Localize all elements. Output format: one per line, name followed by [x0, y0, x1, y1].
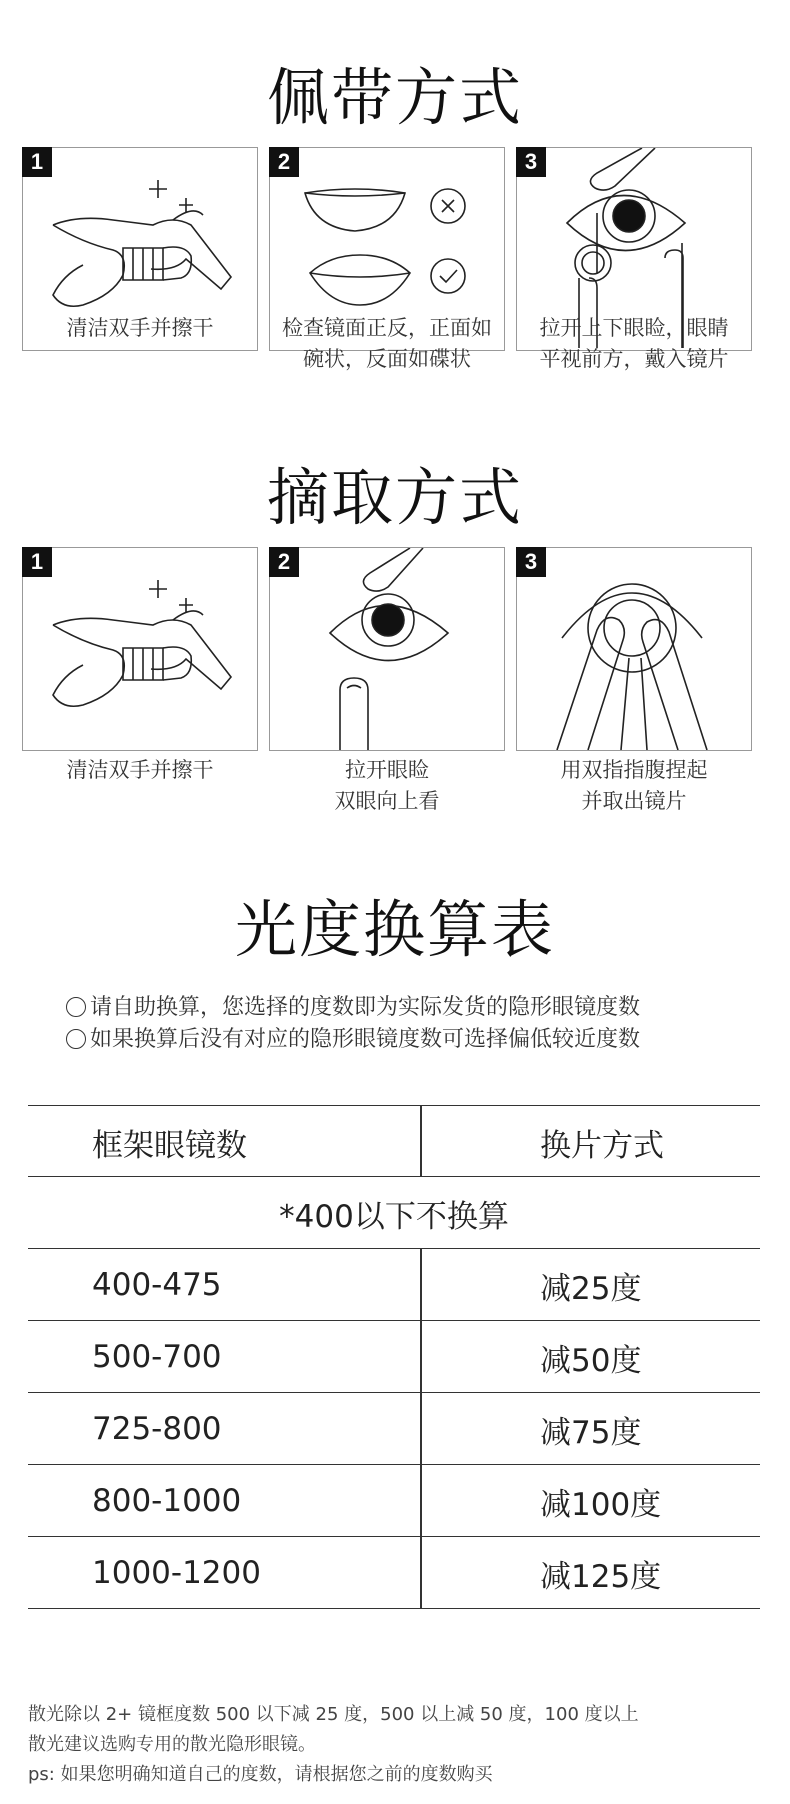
frame-power-cell: 725-800: [92, 1411, 222, 1447]
remove-step-3-panel: [516, 547, 752, 751]
circle-bullet-icon: [66, 997, 86, 1017]
caption-line: 用双指指腹捏起: [560, 758, 708, 782]
frame-power-cell: 800-1000: [92, 1483, 242, 1519]
note-text: 如果换算后没有对应的隐形眼镜度数可选择偏低较近度数: [90, 1027, 641, 1052]
caption-line: 检查镜面正反，正面如: [282, 316, 492, 340]
frame-power-cell: 400-475: [92, 1267, 222, 1303]
pinch-lens-illustration: [517, 548, 751, 750]
table-header-row: [28, 1105, 760, 1177]
remove-step-1-panel: [22, 547, 258, 751]
no-conversion-note: *400以下不换算: [279, 1198, 509, 1235]
footer-line-3: ps: 如果您明确知道自己的度数，请根据您之前的度数购买: [28, 1764, 493, 1785]
note-text: 请自助换算，您选择的度数即为实际发货的隐形眼镜度数: [90, 995, 641, 1020]
step-number-badge: 3: [516, 147, 546, 177]
wear-title: 佩带方式: [266, 61, 523, 134]
step-number-badge: 2: [269, 547, 299, 577]
circle-bullet-icon: [66, 1029, 86, 1049]
remove-step-2-caption: [262, 755, 512, 817]
remove-step-2-panel: [269, 547, 505, 751]
footer-line-1: 散光除以 2+ 镜框度数 500 以下减 25 度，500 以上减 50 度，100 度以上: [28, 1704, 639, 1725]
step-number-badge: 1: [22, 547, 52, 577]
hand-washing-illustration: [23, 548, 257, 750]
header-frame-power: 框架眼镜数: [92, 1127, 247, 1164]
look-up-illustration: [270, 548, 504, 750]
frame-power-cell: 500-700: [92, 1339, 222, 1375]
caption-line: 并取出镜片: [581, 789, 687, 813]
table-row: [28, 1393, 760, 1465]
conversion-note-1: [66, 990, 640, 1021]
conversion-cell: 减50度: [540, 1342, 642, 1379]
wear-step-1-caption: [15, 313, 265, 344]
column-divider: [420, 1106, 422, 1176]
conversion-cell: 减100度: [540, 1486, 662, 1523]
column-divider: [420, 1249, 422, 1320]
column-divider: [420, 1465, 422, 1536]
conversion-note-2: [66, 1022, 640, 1053]
frame-power-cell: 1000-1200: [92, 1555, 261, 1591]
remove-step-3-caption: [509, 755, 759, 817]
column-divider: [420, 1537, 422, 1608]
conversion-cell: 减25度: [540, 1270, 642, 1307]
caption-line: 碗状，反面如碟状: [303, 347, 471, 371]
remove-step-1-caption: [15, 755, 265, 786]
column-divider: [420, 1321, 422, 1392]
caption-line: 平视前方，戴入镜片: [539, 347, 729, 371]
caption-line: 拉开上下眼睑，眼睛: [539, 316, 729, 340]
table-row: [28, 1321, 760, 1393]
caption-line: 拉开眼睑: [345, 758, 429, 782]
table-span-row: [28, 1177, 760, 1249]
wear-step-2-caption: [262, 313, 512, 375]
caption-line: 双眼向上看: [334, 789, 440, 813]
conversion-cell: 减75度: [540, 1414, 642, 1451]
conversion-title: 光度换算表: [234, 893, 555, 966]
column-divider: [420, 1393, 422, 1464]
header-conversion-method: 换片方式: [540, 1127, 664, 1164]
remove-title: 摘取方式: [266, 461, 523, 534]
caption-line: 清洁双手并擦干: [66, 316, 214, 340]
table-row: [28, 1465, 760, 1537]
step-number-badge: 3: [516, 547, 546, 577]
step-number-badge: 2: [269, 147, 299, 177]
table-row: [28, 1537, 760, 1609]
caption-line: 清洁双手并擦干: [66, 758, 214, 782]
footer-line-2: 散光建议选购专用的散光隐形眼镜。: [28, 1734, 316, 1755]
table-row: [28, 1249, 760, 1321]
conversion-cell: 减125度: [540, 1558, 662, 1595]
wear-step-3-caption: [509, 313, 759, 375]
step-number-badge: 1: [22, 147, 52, 177]
